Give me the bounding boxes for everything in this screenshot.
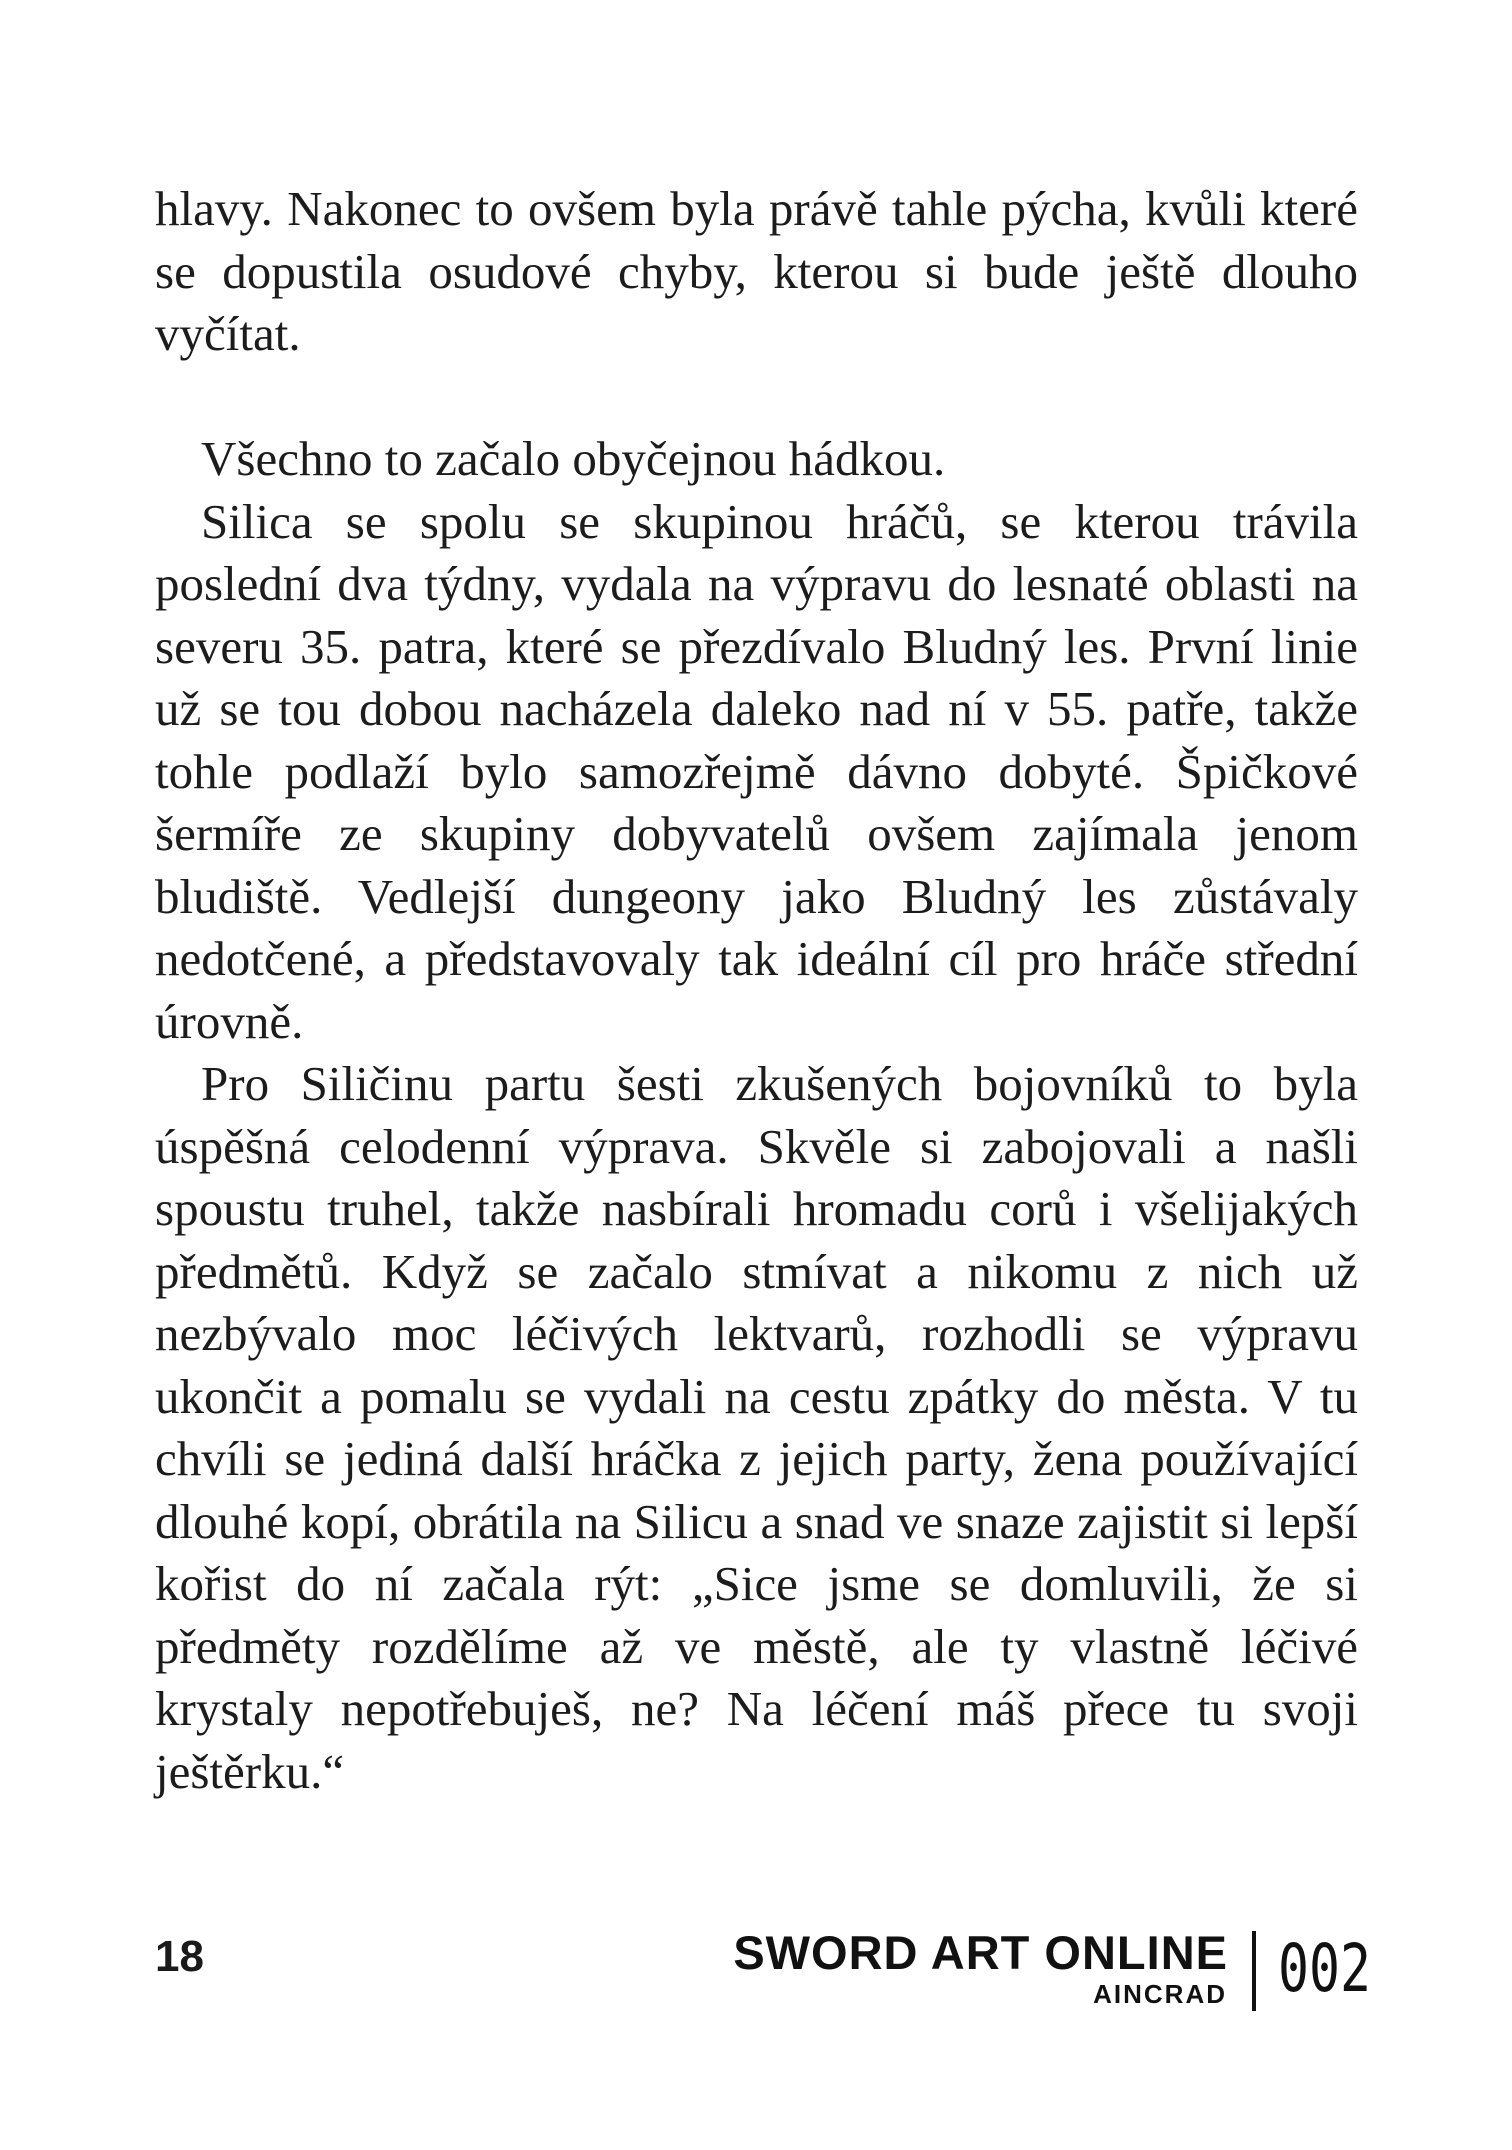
paragraph: Pro Siličinu partu šesti zkušených bojovníků to byla úspěšná celodenní výprava. Skvěle si zabojovali a našli spoustu truhel, takže nasbírali hromadu corů i všelijakých předmětů. Když se začalo stmívat a nikomu z nich už nezbývalo moc léčivých lektvarů, rozhodli se výpravu ukončit a pomalu se vydali na cestu zpátky do města. V tu chvíli se jediná další hráčka z jejich party, žena používající dlouhé kopí, obrátila na Silicu a snad ve snaze zajistit si lepší kořist do ní začala rýt: „Sice jsme se domluvili, že si předměty rozdělíme až ve městě, ale ty vlastně léčivé krystaly nepotřebuješ, ne? Na léčení máš přece tu svoji ještěrku.“ — [155, 1056, 1358, 1799]
paragraph-continuation: hlavy. Nakonec to ovšem byla právě tahle pýcha, kvůli které se dopustila osudové chyby, kterou si bude ještě dlouho vyčítat. — [155, 181, 1358, 361]
series-logo — [733, 1925, 1371, 2021]
volume-number: 002 — [1278, 1930, 1371, 2007]
page-number: 18 — [155, 1932, 204, 1981]
paragraph: Silica se spolu se skupinou hráčů, se kterou trávila poslední dva týdny, vydala na výpravu do lesnaté oblasti na severu 35. patra, které se přezdívalo Bludný les. První linie už se tou dobou nacházela daleko nad ní v 55. patře, takže tohle podlaží bylo samozřejmě dávno dobyté. Špičkové šermíře ze skupiny dobyvatelů ovšem zajímala jenom bludiště. Vedlejší dungeony jako Bludný les zůstávaly nedotčené, a představovaly tak ideální cíl pro hráče střední úrovně. — [155, 493, 1358, 1049]
series-logo-subtitle: AINCRAD — [1093, 1979, 1227, 2009]
logo-divider — [1252, 1931, 1256, 2011]
paragraph: Všechno to začalo obyčejnou hádkou. — [201, 431, 946, 486]
series-logo-title: SWORD ART ONLINE — [733, 1926, 1228, 1979]
page-text — [155, 178, 1358, 1803]
